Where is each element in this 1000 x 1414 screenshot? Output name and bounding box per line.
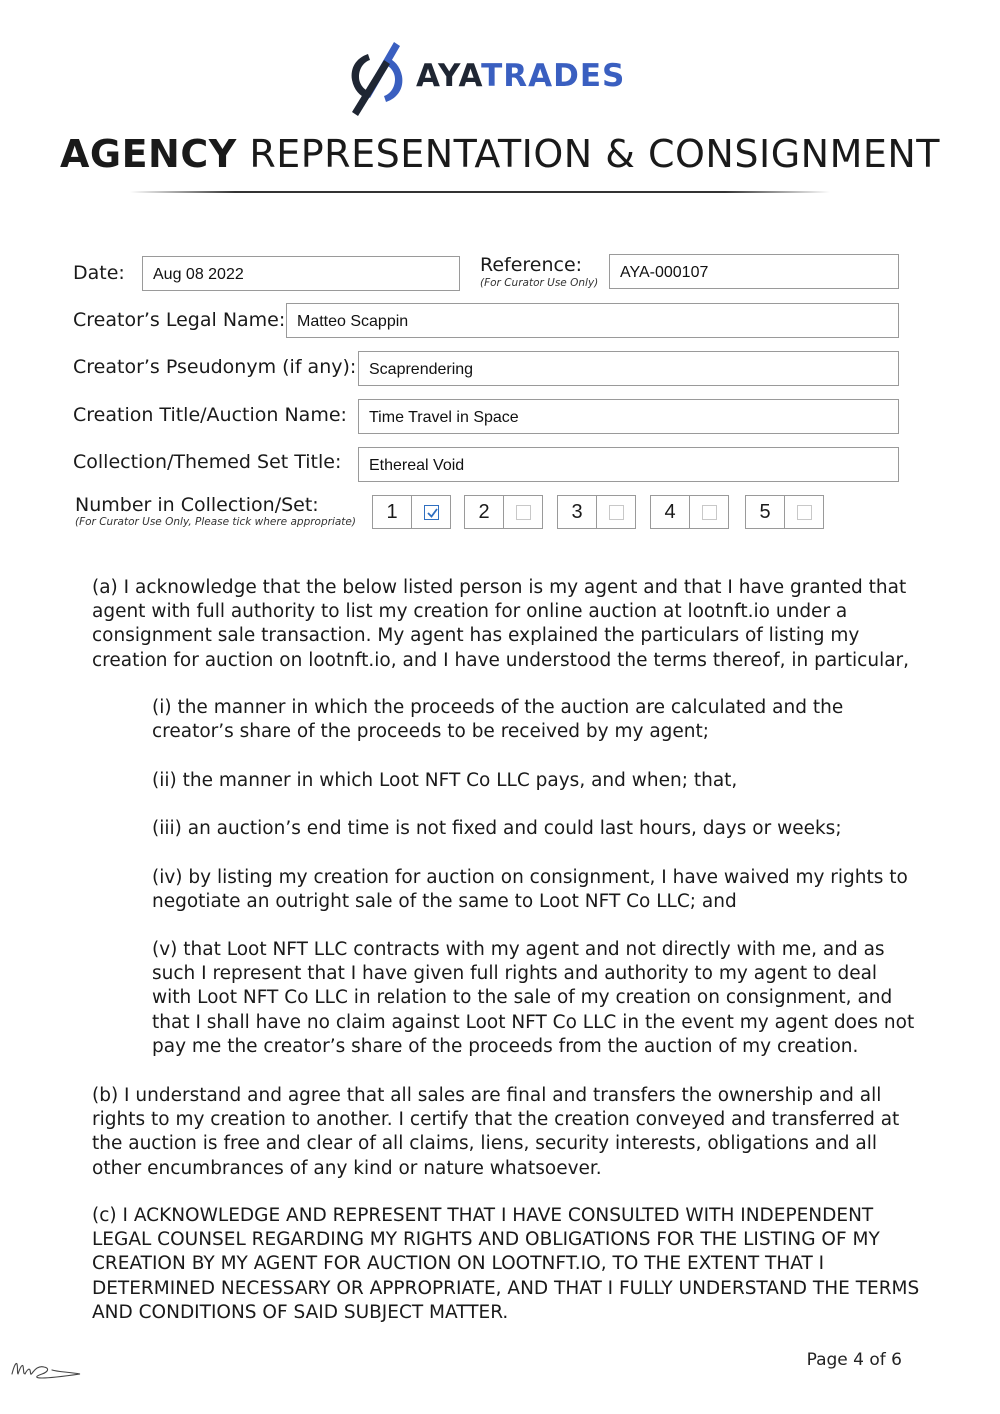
title-divider [130,191,830,193]
date-label: Date: [73,262,125,284]
collection-label: Collection/Themed Set Title: [73,451,342,473]
clause-iv: (iv) by listing my creation for auction on consignment, I have waived my rights to negotiate an outright sale of the same to Loot NFT Co LLC; and [152,867,908,913]
reference-note: (For Curator Use Only) [480,277,599,289]
number-option-label: 2 [465,496,504,528]
number-option-4 [650,495,729,529]
number-option-5 [745,495,824,529]
checkbox-1-checked[interactable] [424,505,439,520]
brand-wordmark [416,58,625,94]
number-option-2 [464,495,543,529]
checkbox-3[interactable] [609,505,624,520]
checkbox-5[interactable] [797,505,812,520]
number-option-label: 4 [651,496,690,528]
number-option-3 [557,495,636,529]
checkbox-4[interactable] [702,505,717,520]
reference-field[interactable]: AYA-000107 [609,254,899,289]
title-rest: REPRESENTATION & CONSIGNMENT [249,132,940,176]
creation-title-label: Creation Title/Auction Name: [73,404,347,426]
number-option-1 [372,495,451,529]
pseudonym-label: Creator’s Pseudonym (if any): [73,356,357,378]
collection-field[interactable]: Ethereal Void [358,447,899,482]
number-label: Number in Collection/Set: [75,494,319,516]
paragraph-a: (a) I acknowledge that the below listed person is my agent and that I have granted that agent with full authority to list my creation for online auction at lootnft.io under a consignment sale transaction. My agent has explained the particulars of listing my creation for auction on lootnft.io, and I have understood the terms thereof, in particular, [92,577,910,671]
signature-initials-icon [8,1352,84,1382]
pseudonym-field[interactable]: Scaprendering [358,351,899,386]
clause-i: (i) the manner in which the proceeds of the auction are calculated and the creator’s share of the proceeds to be received by my agent; [152,697,844,743]
legal-name-label: Creator’s Legal Name: [73,309,286,331]
paragraph-b: (b) I understand and agree that all sales are final and transfers the ownership and all rights to my creation to another. I certify that the creation conveyed and transferred at the auction is free and clear of all claims, liens, security interests, obligations and all other encumbrances of any kind or nature whatsoever. [92,1085,900,1179]
creation-title-field[interactable]: Time Travel in Space [358,399,899,434]
ayatrades-logo-icon [346,40,408,116]
checkbox-2[interactable] [516,505,531,520]
brand-name-part1: AYA [416,58,482,94]
number-note: (For Curator Use Only, Please tick where appropriate) [75,516,356,528]
number-option-label: 3 [558,496,597,528]
number-option-label: 1 [373,496,412,528]
brand-name-part2: TRADES [481,58,626,94]
page-number: Page 4 of 6 [806,1350,902,1370]
number-option-label: 5 [746,496,785,528]
title-bold: AGENCY [59,132,237,176]
checkmark-icon [425,504,440,521]
document-title [0,130,1000,178]
legal-name-field[interactable]: Matteo Scappin [286,303,899,338]
clause-v: (v) that Loot NFT LLC contracts with my agent and not directly with me, and as such I represent that I have given full rights and authority to my agent to deal with Loot NFT Co LLC in relation to the sale of my creation on consignment, and that I shall have no claim against Loot NFT Co LLC in the event my agent does not pay me the creator’s share of the proceeds from the auction of my creation. [152,939,915,1057]
clause-ii: (ii) the manner in which Loot NFT Co LLC pays, and when; that, [152,770,738,791]
clause-iii: (iii) an auction’s end time is not fixed and could last hours, days or weeks; [152,818,842,839]
paragraph-c: (c) I ACKNOWLEDGE AND REPRESENT THAT I HAVE CONSULTED WITH INDEPENDENT LEGAL COUNSEL REGARDING MY RIGHTS AND OBLIGATIONS FOR THE LISTING OF MY CREATION BY MY AGENT FOR AUCTION ON LOOTNFT.IO, TO THE EXTENT THAT I DETERMINED NECESSARY OR APPROPRIATE, AND THAT I FULLY UNDERSTAND THE TERMS AND CONDITIONS OF SAID SUBJECT MATTER. [92,1205,920,1323]
date-field[interactable]: Aug 08 2022 [142,256,460,291]
reference-label: Reference: [480,254,583,276]
